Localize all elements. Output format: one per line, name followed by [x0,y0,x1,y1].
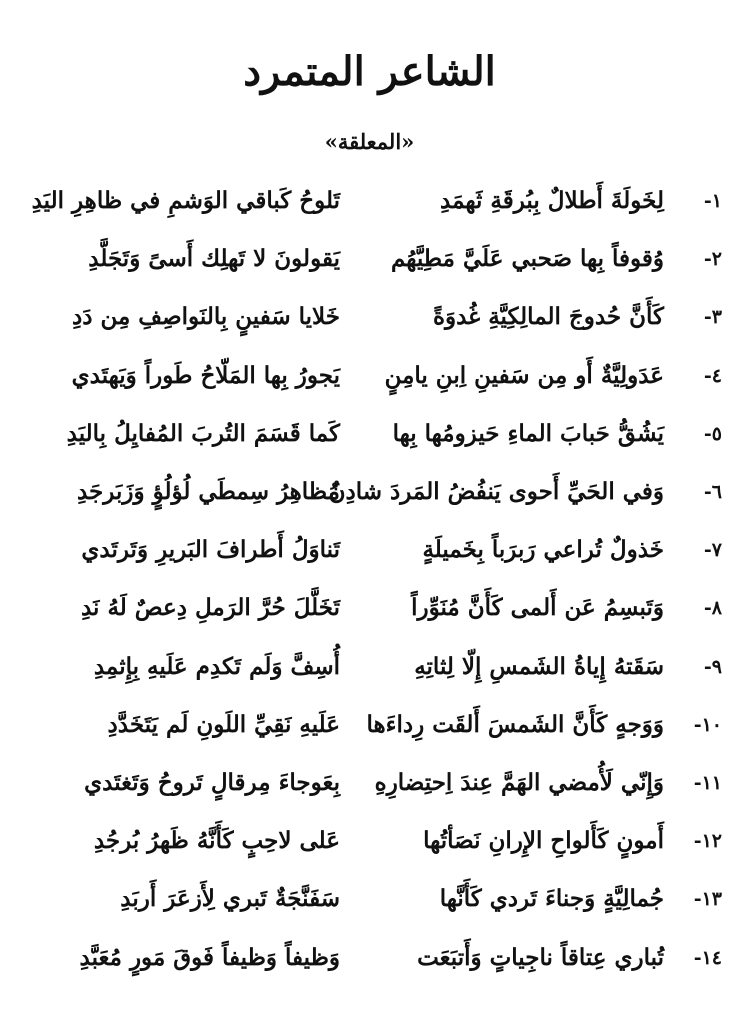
verse-number: ٤- [703,364,722,387]
verse-second-hemistich: وَظيفاً وَظيفاً فَوقَ مَورٍ مُعَبَّدِ [79,943,340,971]
verse-first-hemistich: لِخَولَةَ أَطلالٌ بِبُرقَةِ ثَهمَدِ [440,187,664,215]
verse-number: ٩- [703,655,722,678]
verse-first-hemistich: كَأَنَّ حُدوجَ المالِكِيَّةِ غُدوَةً [432,303,664,331]
verse-first-hemistich: جُمالِيَّةٍ وَجناءَ تَردي كَأَنَّها [439,885,664,913]
verse-number: ٥- [703,422,722,445]
verse-first-hemistich: عَدَولِيَّةٌ أَو مِن سَفينِ اِبنِ يامِنٍ [384,361,664,389]
verse-first-hemistich: أَمونٍ كَأَلواحِ الإِرانِ نَصَأتُها [423,827,664,855]
verse-number: ١٢- [693,830,722,853]
verse-line [22,579,722,637]
verse-first-hemistich: خَذولٌ تُراعي رَبرَباً بِخَميلَةٍ [422,536,664,564]
verse-number: ٧- [703,539,722,562]
verse-second-hemistich: مُظاهِرُ سِمطَي لُؤلُؤٍ وَزَبَرجَدِ [76,478,340,506]
verse-first-hemistich: وَوَجهٍ كَأَنَّ الشَمسَ أَلقَت رِداءَها [366,710,664,738]
verse-second-hemistich: سَفَنَّجَةٌ تَبري لِأَزعَرَ أَربَدِ [120,885,340,913]
verse-number: ١١- [693,771,722,794]
verse-line [22,521,722,579]
verse-second-hemistich: يَجورُ بِها المَلّاحُ طَوراً وَيَهتَدي [71,361,340,389]
verse-line [22,812,722,870]
verse-line [22,754,722,812]
verse-line [22,463,722,521]
verse-second-hemistich: كَما قَسَمَ التُربَ المُفايِلُ بِاليَدِ [66,419,340,447]
verse-line [22,172,722,230]
verse-second-hemistich: يَقولونَ لا تَهلِك أَسىً وَتَجَلَّدِ [88,245,340,273]
verse-number: ١٣- [693,888,722,911]
section-subtitle: «المعلقة» [324,129,415,154]
verse-second-hemistich: خَلايا سَفينٍ بِالنَواصِفِ مِن دَدِ [71,303,340,331]
verse-line [22,347,722,405]
verse-second-hemistich: عَلى لاحِبٍ كَأَنَّهُ ظَهرُ بُرجُدِ [93,827,340,855]
verse-second-hemistich: بِعَوجاءَ مِرقالٍ تَروحُ وَتَغتَدي [84,768,340,796]
verse-second-hemistich: تَناوَلُ أَطرافَ البَريرِ وَتَرتَدي [81,536,340,564]
verse-number: ٢- [703,248,722,271]
verse-number: ٨- [703,597,722,620]
verse-list [22,172,722,987]
verse-first-hemistich: وَإِنّي لَأُمضي الهَمَّ عِندَ اِحتِضارِهِ [374,768,664,796]
verse-first-hemistich: سَقَتهُ إِياةُ الشَمسِ إِلّا لِثاتِهِ [414,652,664,680]
verse-line [22,405,722,463]
verse-number: ١- [703,190,722,213]
verse-number: ٦- [703,481,722,504]
verse-line [22,288,722,346]
verse-second-hemistich: عَلَيهِ نَقِيِّ اللَونِ لَم يَتَخَدَّدِ [107,710,340,738]
verse-first-hemistich: وَتَبسِمُ عَن أَلمى كَأَنَّ مُنَوِّراً [411,594,664,622]
verse-number: ٣- [703,306,722,329]
verse-second-hemistich: أُسِفَّ وَلَم تَكدِم عَلَيهِ بِإِثمِدِ [93,652,340,680]
verse-first-hemistich: وُقوفاً بِها صَحبي عَلَيَّ مَطِيَّهُم [390,245,664,273]
verse-number: ١٠- [693,713,722,736]
verse-line [22,696,722,754]
verse-first-hemistich: تُباري عِتاقاً ناجِياتٍ وَأَتبَعَت [417,943,664,971]
verse-first-hemistich: وَفي الحَيِّ أَحوى يَنفُضُ المَردَ شادِنٌ [328,478,664,506]
page-title: الشاعر المتمرد [243,48,496,95]
verse-second-hemistich: تَخَلَّلَ حُرَّ الرَملِ دِعصٌ لَهُ نَدِ [80,594,340,622]
verse-number: ١٤- [693,946,722,969]
verse-line [22,230,722,288]
verse-line [22,638,722,696]
verse-line [22,928,722,986]
verse-second-hemistich: تَلوحُ كَباقي الوَشمِ في ظاهِرِ اليَدِ [31,187,340,215]
verse-line [22,870,722,928]
verse-first-hemistich: يَشُقُّ حَبابَ الماءِ حَيزومُها بِها [392,419,664,447]
